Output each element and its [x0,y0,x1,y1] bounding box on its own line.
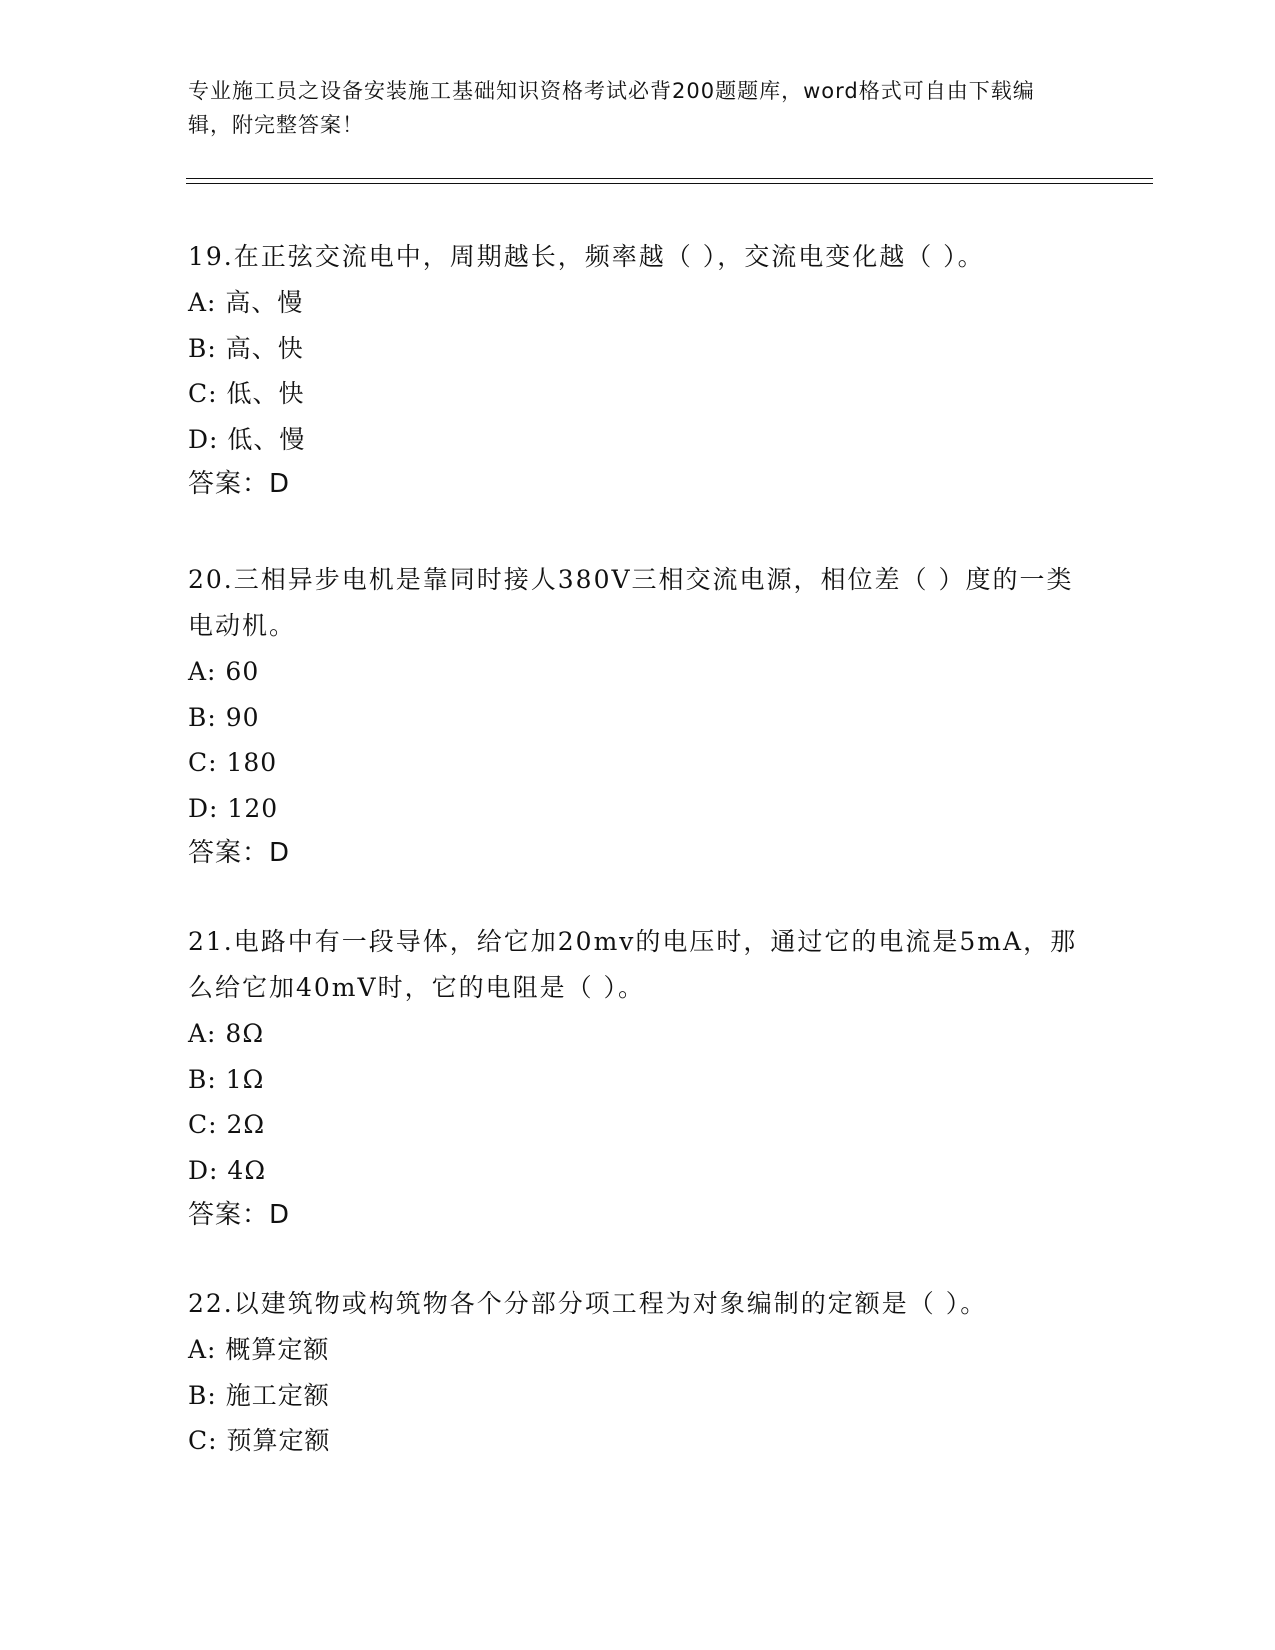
option-b: B: 90 [188,702,260,732]
option-c: C: 2Ω [188,1110,266,1139]
answer-line: 答案：D [188,1200,291,1230]
option-b: B: 施工定额 [188,1380,330,1410]
option-b: B: 1Ω [188,1064,265,1094]
question-20 [188,557,1088,876]
option-c: C: 预算定额 [188,1426,331,1455]
option-a: A: 概算定额 [188,1335,330,1364]
option-d: D: 4Ω [188,1155,267,1185]
option-a: A: 高、慢 [188,288,304,317]
question-stem: 20.三相异步电机是靠同时接人380V三相交流电源，相位差（ ）度的一类电动机。 [188,565,1074,640]
option-d: D: 120 [188,793,279,823]
option-a: A: 60 [188,657,260,686]
option-b: B: 高、快 [188,333,304,363]
question-stem: 22.以建筑物或构筑物各个分部分项工程为对象编制的定额是（ ）。 [188,1289,988,1318]
question-22 [188,1281,1088,1464]
question-stem: 19.在正弦交流电中，周期越长，频率越（ ），交流电变化越（ ）。 [188,242,985,271]
option-c: C: 180 [188,748,278,777]
option-a: A: 8Ω [188,1019,265,1048]
document-header: 专业施工员之设备安装施工基础知识资格考试必背200题题库，word格式可自由下载编辑，附完整答案！ [188,79,1035,137]
question-19 [188,234,1088,507]
answer-line: 答案：D [188,469,291,499]
header-divider-top [186,178,1153,179]
header-divider-bottom [186,183,1153,184]
question-stem: 21.电路中有一段导体，给它加20mv的电压时，通过它的电流是5mA，那么给它加40mV时，它的电阻是（ ）。 [188,927,1078,1002]
option-c: C: 低、快 [188,379,305,408]
option-d: D: 低、慢 [188,424,306,454]
answer-line: 答案：D [188,838,291,868]
question-21 [188,919,1088,1238]
